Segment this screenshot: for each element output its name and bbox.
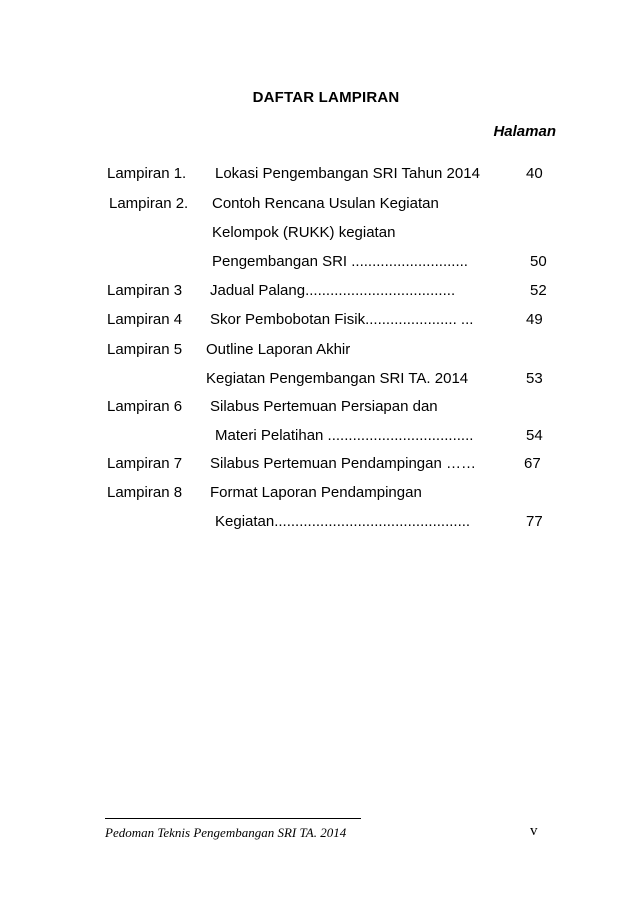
page-title: DAFTAR LAMPIRAN	[252, 89, 400, 106]
entry-text: Format Laporan Pendampingan	[210, 484, 422, 501]
entry-text: Lokasi Pengembangan SRI Tahun 2014	[215, 165, 480, 182]
entry-label: Lampiran 4	[107, 311, 183, 328]
entry-text: Contoh Rencana Usulan Kegiatan	[212, 195, 439, 212]
entry-page: 40	[526, 165, 543, 182]
entry-page: 54	[526, 427, 543, 444]
entry-page: 49	[526, 311, 543, 328]
entry-page: 50	[530, 253, 547, 270]
page-number: v	[530, 823, 538, 839]
entry-page: 77	[526, 513, 543, 530]
entry-label: Lampiran 5	[107, 341, 183, 358]
entry-text: Pengembangan SRI ............................	[212, 253, 468, 270]
column-header-halaman: Halaman	[493, 123, 556, 140]
entry-page: 52	[530, 282, 547, 299]
entry-text: Kelompok (RUKK) kegiatan	[212, 224, 396, 241]
entry-text: Materi Pelatihan ...................................	[215, 427, 474, 444]
footer-divider	[105, 818, 361, 819]
entry-label: Lampiran 1.	[107, 165, 187, 182]
entry-label: Lampiran 6	[107, 398, 183, 415]
entry-text: Skor Pembobotan Fisik...................... ...	[210, 311, 474, 328]
entry-label: Lampiran 7	[107, 455, 183, 472]
entry-text: Kegiatan...............................................	[215, 513, 471, 530]
entry-label: Lampiran 3	[107, 282, 183, 299]
footer-title: Pedoman Teknis Pengembangan SRI TA. 2014	[105, 825, 347, 840]
entry-text: Outline Laporan Akhir	[206, 341, 351, 358]
entry-page: 67	[524, 455, 541, 472]
entry-label: Lampiran 8	[107, 484, 183, 501]
entry-text: Silabus Pertemuan Pendampingan ……	[210, 455, 476, 472]
entry-text: Jadual Palang....................................	[210, 282, 456, 299]
entry-text: Silabus Pertemuan Persiapan dan	[210, 398, 438, 415]
entry-text: Kegiatan Pengembangan SRI TA. 2014	[206, 370, 469, 387]
entry-page: 53	[526, 370, 543, 387]
entry-label: Lampiran 2.	[109, 195, 189, 212]
